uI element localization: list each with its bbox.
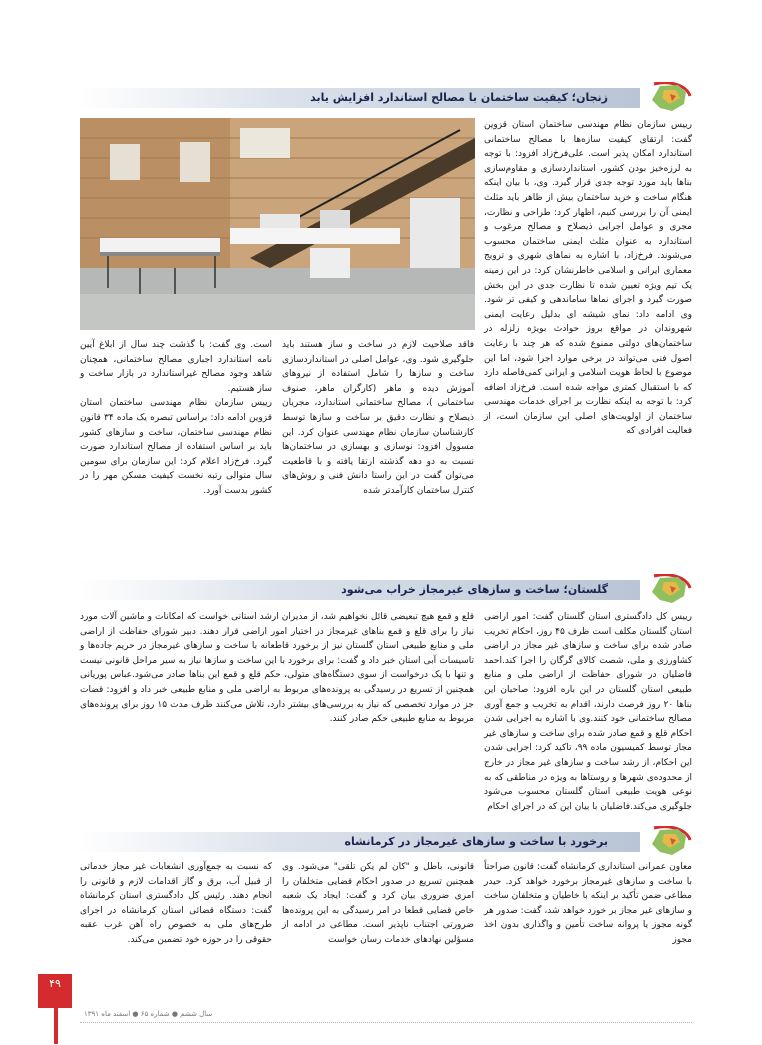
zanjan-column-middle: فاقد صلاحیت لازم در ساخت و ساز هستند باید جلوگیری شود. وی، عوامل اصلی در استانداردسازی ساخت و سازها را شامل استفاده از نیروهای آموزش دیده و ماهر (کارگران ماهر، صنوف ساختمانی )، مصالح ساختمانی استاندارد، مجریان ذیصلاح و نظارت دقیق بر ساخت و سازها توسط کارشناسان سازمان نظام مهندسی عنوان کرد. این مسوول افزود: نوسازی و بهسازی در ساختمان‌ها نسبت به دو دهه گذشته ارتقا یافته و با قاطعیت می‌توان گفت در این راستا دانش فنی و روش‌های کنترل ساختمان کارآمدتر شده [282, 340, 474, 496]
kermanshah-column-right: معاون عمرانی استانداری کرمانشاه گفت: قانون صراحتاً با ساخت و سازهای غیرمجاز برخورد خواهد کرد. حیدر مطاعی ضمن تأکید بر اینکه با خاطیان و متخلفان ساخت و سازهای غیر مجاز بر خورد خواهد شد، گفت: صدور هر گونه مجوز یا پروانه ساخت تأمین و واگذاری بدون اخذ مجوز [484, 862, 692, 945]
paragraph: است. وی گفت: با گذشت چند سال از ابلاغ آیین نامه استاندارد اجباری مصالح ساختمانی، همچنان شاهد وجود مصالح غیراستاندارد در بازار ساخت و ساز هستیم. [80, 340, 272, 394]
section-title: برخورد با ساخت و سازهای غیرمجاز در کرمانشاه [344, 835, 608, 848]
building-interior-stairs-photo [80, 118, 475, 330]
paragraph: رییس سازمان نظام مهندسی ساختمان استان قزوین ادامه داد: براساس تبصره یک ماده ۳۴ قانون نظام مهندسی ساختمان، ساخت و سازهای کشور باید بر اساس استفاده از مصالح استاندارد صورت گیرد. فرخ‌زاد اعلام کرد: این سازمان برای سومین سال متوالی رتبه نخست کیفیت مسکن مهر را در کشور بدست آورد. [80, 398, 273, 496]
kermanshah-column-left: که نسبت به جمع‌آوری انشعابات غیر مجاز خدماتی از قبیل آب، برق و گاز اقدامات لازم و قانونی را انجام دهند. رئیس کل دادگستری استان کرمانشاه گفت: دستگاه قضائی استان کرمانشاه در اجرای طرح‌های ملی به خصوص راه آهن غرب عقبه حقوقی را در حوزه خود تضمین می‌کند. [80, 862, 272, 945]
zanjan-column-left [80, 338, 272, 499]
zanjan-column-right: رییس سازمان نظام مهندسی ساختمان استان قزوین گفت: ارتقای کیفیت سازه‌ها با مصالح ساختمانی استاندارد امکان پذیر است. علی‌فرخ‌زاد افزود: با توجه به لرزه‌خیز بودن کشور، استانداردسازی و مقاوم‌سازی بناها باید مورد توجه جدی قرار گیرد. وی، با بیان اینکه هنگام ساخت و خرید ساختمان بیش از ظاهر باید مثلث ایمنی آن را بررسی کنیم، اظهار کرد: طراحی و نظارت، مجری و عوامل اجرایی ذیصلاح و مصالح مرغوب و استاندارد به عنوان مثلث ایمنی ساختمان محسوب می‌شوند. فرخ‌زاد، با اشاره به نماهای شهری و ترویج معماری ایرانی و اسلامی خاطرنشان کرد: در این زمینه یک تیم ویژه تعیین شده تا نظارت جدی در این بخش صورت گیرد و اجرای نماها ساماندهی و کیفی تر شود. وی ادامه داد: نمای شیشه ای بدلیل رعایت ایمنی شهروندان در مواقع بروز حوادث بویژه زلزله در ساختمان‌های دولتی ممنوع شده که هر چند با رعایت اصول فنی می‌تواند در برخی موارد اجرا شود، اما این موضوع با لحاظ هویت اسلامی و ایرانی کمی‌فاصله دارد که با استقبال کمتری مواجه شده است. فرخ‌زاد اضافه کرد: با توجه به اینکه نظارت بر اجرای خدمات مهندسی ساختمان از اولویت‌های اصلی این سازمان است، از فعالیت افرادی که [484, 120, 692, 437]
accent-bar [54, 1008, 58, 1044]
iran-map-logo-icon [620, 574, 692, 606]
kermanshah-column-middle: قانونی، باطل و "کان لم یکن تلقی" می‌شود. وی همچنین تسریع در صدور احکام قضایی متخلفان را امری ضروری بیان کرد و گفت: ایجاد یک شعبه خاص قضایی قطعا در امر رسیدگی به این پرونده‌ها ضرورتی اجتناب ناپذیر است. مطاعی در ادامه از مسؤلین نهادهای خدمات رسان خواست [282, 862, 474, 945]
section-header-kermanshah [80, 826, 692, 858]
page-number: ۴۹ [38, 974, 72, 1008]
footer-divider [80, 1022, 692, 1023]
section-title: زنجان؛ کیفیت ساختمان با مصالح استاندارد افزایش یابد [310, 91, 608, 104]
issue-info: سال ششم ● شماره ۶۵ ● اسفند ماه ۱۳۹۱ [84, 1010, 213, 1018]
golestan-column-right: رییس کل دادگستری استان گلستان گفت: امور اراضی استان گلستان مکلف است ظرف ۴۵ روز، احکام تخریب صادر شده برای ساخت و سازهای غیر مجاز در اراضی کشاورزی و ملی، شصت کالای گرگان را اجرا کند.احمد فاضلیان در شورای حفاظت از اراضی ملی و منابع طبیعی استان گلستان در این باره افزود: صاحبان این بناها ۲۰ روز فرصت دارند، اقدام به تخریب و جمع آوری مصالح ساختمانی خود کنند.وی با اشاره به اجرایی شدن احکام قلع و قمع صادر شده برای ساخت و سازهای غیر مجاز توسط کمیسیون ماده ۹۹، تاکید کرد: اجرایی شدن این احکام، از رشد ساخت و سازهای غیر مجاز در خارج از محدوده‌ی شهرها و روستاها به ویژه در مناطقی که به نوعی هویت طبیعی استان گلستان محسوب می‌شود جلوگیری می‌کند.فاضلیان با بیان این که در اجرای احکام [484, 612, 693, 812]
section-header-zanjan [80, 82, 692, 114]
section-title: گلستان؛ ساخت و سازهای غیرمجاز خراب می‌شود [341, 583, 608, 596]
iran-map-logo-icon [620, 82, 692, 114]
iran-map-logo-icon [620, 826, 692, 858]
golestan-column-left: قلع و قمع هیچ تبعیضی قائل نخواهیم شد، از مدیران ارشد استانی خواست که امکانات و ماشین آلات مورد نیاز را برای قلع و قمع بناهای غیرمجاز در اختیار امور اراضی قرار دهند. دبیر شورای حفاظت از اراضی ملی و منابع طبیعی استان گلستان نیز از برخورد قاطعانه با ساخت و سازهای غیرمجاز در حریم جاده‌ها و تاسیسات آبی استان خبر داد و گفت: برای برخورد با این ساخت و سازها نیاز به سیر مراحل قانونی نیست و تنها با یک درخواست از سوی دستگاه‌های متولی، حکم قلع و قمع این بناها صادر می‌شود.عباس پوریانی همچنین از تسریع در رسیدگی به پرونده‌های مربوط به اراضی ملی و منابع طبیعی خبر داد و افزود: قضات جز در موارد تخصصی که نیاز به بررسی‌های بیشتر دارد، تلاش می‌کنند ظرف مدت ۱۵ روز برای پرونده‌های مربوط به منابع طبیعی حکم صادر کنند. [80, 612, 474, 725]
section-header-golestan [80, 574, 692, 606]
